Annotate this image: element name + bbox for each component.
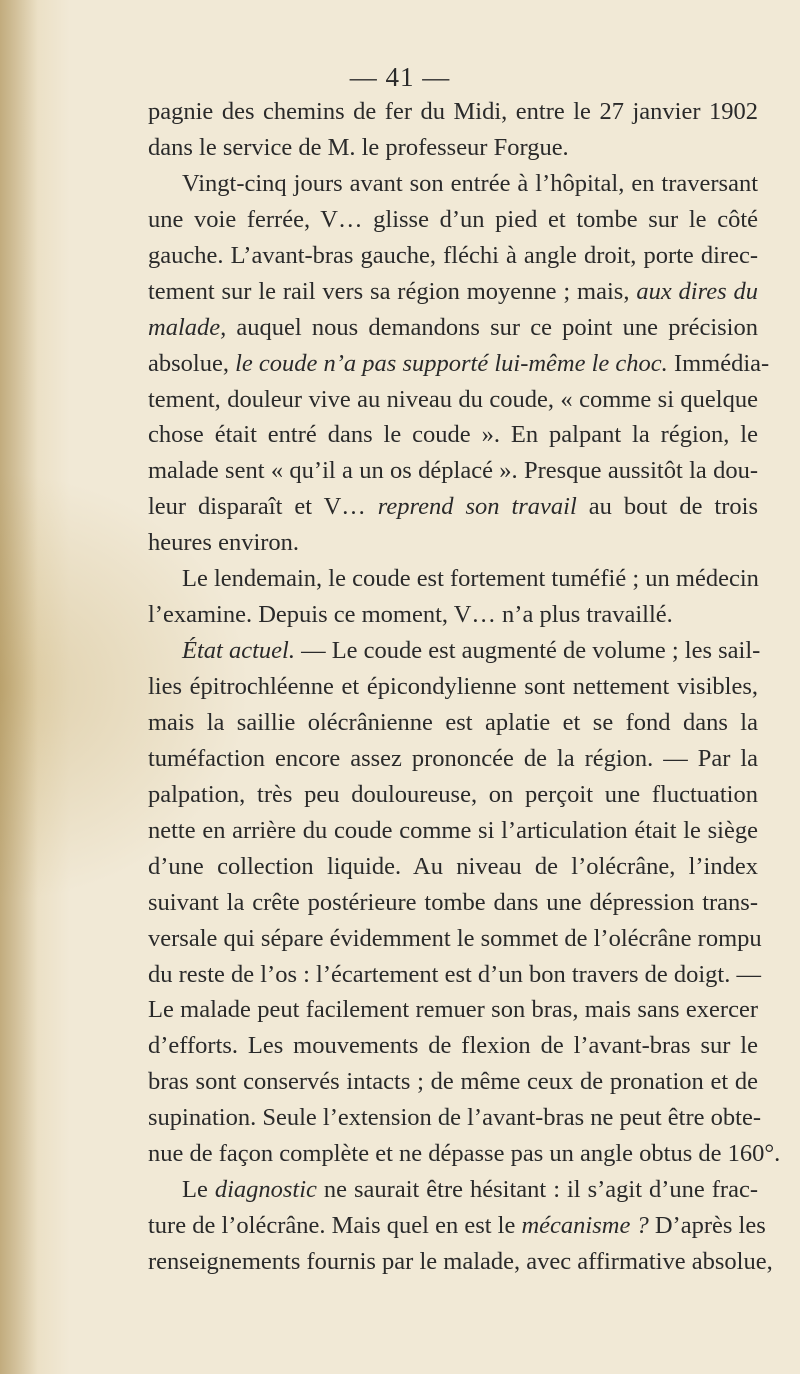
text-line (148, 1172, 758, 1208)
text-line: lies épitrochléenne et épicondylienne sont nettement visibles, (148, 673, 758, 700)
italic-phrase: aux dires du (636, 277, 758, 305)
text-segment: auquel nous demandons sur ce point une précision (226, 313, 758, 341)
text-line: d’efforts. Les mouvements de flexion de l’avant-bras sur le (148, 1032, 758, 1060)
text-line: Vingt-cinq jours avant son entrée à l’hôpital, en traversant (182, 169, 758, 197)
text-segment: Immédia- (667, 349, 770, 377)
text-segment: D’après les (648, 1212, 766, 1240)
text-line: une voie ferrée, V… glisse d’un pied et tombe sur le côté (148, 205, 758, 233)
text-line: mais la saillie olécrânienne est aplatie et se fond dans la (148, 708, 758, 736)
text-segment: ne saurait être hésitant : il s’agit d’une frac- (316, 1176, 758, 1204)
italic-phrase: le coude n’a pas supporté lui-même le choc. (235, 349, 668, 377)
text-line: bras sont conservés intacts ; de même ceux de pronation et de (148, 1068, 758, 1096)
text-line: dans le service de M. le professeur Forgue. (148, 133, 569, 161)
text-line: Le lendemain, le coude est fortement tuméfié ; un médecin (182, 565, 759, 593)
text-line: tuméfaction encore assez prononcée de la région. — Par la (148, 744, 758, 772)
text-line (148, 1208, 766, 1244)
italic-phrase: reprend son travail (377, 493, 577, 521)
text-line: versale qui sépare évidemment le sommet de l’olécrâne rompu (148, 924, 762, 952)
text-segment: leur disparaît et V… (148, 493, 378, 521)
text-line: chose était entré dans le coude ». En palpant la région, le (148, 421, 758, 449)
text-line: palpation, très peu douloureuse, on perçoit une fluctuation (148, 780, 758, 808)
text-segment: Le (182, 1176, 215, 1204)
text-line: nette en arrière du coude comme si l’articulation était le siège (148, 816, 758, 844)
text-segment: absolue, (148, 349, 236, 377)
text-segment: ture de l’olécrâne. Mais quel en est le (148, 1212, 522, 1240)
text-line (148, 633, 761, 669)
section-heading: État actuel. (182, 637, 295, 665)
text-line (148, 310, 758, 346)
text-line (148, 274, 758, 310)
page-number: — 41 — (349, 62, 451, 92)
text-line: suivant la crête postérieure tombe dans une dépression trans- (148, 888, 758, 916)
body-text (148, 94, 781, 1280)
italic-phrase: diagnostic (214, 1176, 317, 1204)
text-line: gauche. L’avant-bras gauche, fléchi à angle droit, porte direc- (148, 241, 758, 269)
text-line: heures environ. (148, 529, 300, 557)
text-segment: au bout de trois (576, 493, 758, 521)
italic-phrase: mécanisme ? (521, 1212, 649, 1240)
text-segment: tement sur le rail vers sa région moyenne ; mais, (148, 277, 637, 305)
text-line: renseignements fournis par le malade, avec affirmative absolue, (148, 1248, 773, 1275)
text-line (148, 346, 770, 382)
text-line: Le malade peut facilement remuer son bras, mais sans exercer (148, 996, 758, 1024)
text-line: l’examine. Depuis ce moment, V… n’a plus travaillé. (148, 601, 673, 629)
text-line: malade sent « qu’il a un os déplacé ». Presque aussitôt la dou- (148, 457, 758, 485)
text-line: du reste de l’os : l’écartement est d’un bon travers de doigt. — (148, 960, 761, 988)
text-line: nue de façon complète et ne dépasse pas un angle obtus de 160°. (148, 1140, 781, 1168)
text-line (148, 489, 758, 525)
text-line: tement, douleur vive au niveau du coude, « comme si quelque (148, 385, 758, 413)
text-line: pagnie des chemins de fer du Midi, entre le 27 janvier 1902 (148, 98, 758, 125)
binding-shadow (0, 0, 38, 1374)
italic-phrase: malade, (148, 313, 227, 341)
text-line: supination. Seule l’extension de l’avant-bras ne peut être obte- (148, 1104, 761, 1132)
text-segment: — Le coude est augmenté de volume ; les sail- (294, 637, 761, 665)
text-line: d’une collection liquide. Au niveau de l’olécrâne, l’index (148, 852, 758, 880)
